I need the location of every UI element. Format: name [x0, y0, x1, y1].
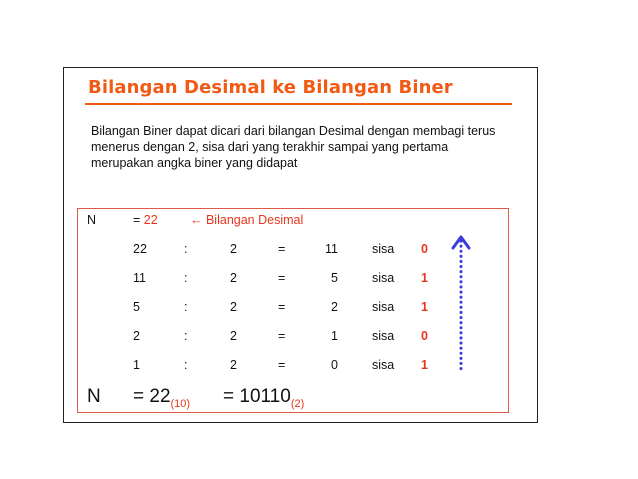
equals: = — [278, 242, 286, 256]
title-underline — [85, 103, 512, 105]
colon: : — [184, 271, 188, 285]
remainder: 1 — [421, 358, 428, 372]
colon: : — [184, 329, 188, 343]
sisa-label: sisa — [372, 271, 395, 285]
slide-title: Bilangan Desimal ke Bilangan Biner — [88, 77, 453, 98]
divisor: 2 — [230, 271, 237, 285]
divisor: 2 — [230, 329, 237, 343]
remainder: 1 — [421, 271, 428, 285]
division-row — [78, 271, 508, 289]
read-upward-arrow-icon — [446, 233, 476, 373]
final-binary — [223, 386, 304, 410]
dividend: 2 — [133, 329, 140, 343]
final-decimal — [133, 386, 190, 410]
n-value: 22 — [143, 213, 158, 227]
slide — [63, 67, 538, 423]
division-row — [78, 358, 508, 376]
n-equals — [133, 213, 158, 227]
equals: = — [278, 271, 286, 285]
divisor: 2 — [230, 358, 237, 372]
divisor: 2 — [230, 300, 237, 314]
colon: : — [184, 300, 188, 314]
conversion-box — [77, 208, 509, 413]
dividend: 11 — [133, 271, 146, 285]
remainder: 0 — [421, 329, 428, 343]
sisa-label: sisa — [372, 242, 395, 256]
quotient: 11 — [325, 242, 338, 256]
final-decimal-value: = 22 — [133, 386, 171, 407]
description-text: Bilangan Biner dapat dicari dari bilangan Desimal dengan membagi terus menerus dengan 2, sisa dari yang terakhir sampai yang pertama merupakan angka biner yang didapat — [91, 124, 496, 170]
equals: = — [278, 300, 286, 314]
sisa-label: sisa — [372, 300, 395, 314]
final-binary-value: = 10110 — [223, 386, 291, 407]
division-row — [78, 242, 508, 260]
sisa-label: sisa — [372, 358, 395, 372]
colon: : — [184, 242, 188, 256]
dividend: 22 — [133, 242, 147, 256]
division-row — [78, 329, 508, 347]
dividend: 1 — [133, 358, 140, 372]
quotient: 0 — [331, 358, 338, 372]
n-equals-sign: = — [133, 213, 144, 227]
colon: : — [184, 358, 188, 372]
final-n-label: N — [87, 386, 101, 407]
equals: = — [278, 329, 286, 343]
sisa-label: sisa — [372, 329, 395, 343]
equals: = — [278, 358, 286, 372]
decimal-base: (10) — [170, 398, 191, 410]
remainder: 1 — [421, 300, 428, 314]
divisor: 2 — [230, 242, 237, 256]
n-label: N — [87, 213, 97, 227]
remainder: 0 — [421, 242, 428, 256]
dividend: 5 — [133, 300, 140, 314]
decimal-note: ← Bilangan Desimal — [190, 213, 304, 227]
division-row — [78, 300, 508, 318]
quotient: 2 — [331, 300, 338, 314]
quotient: 5 — [331, 271, 338, 285]
quotient: 1 — [331, 329, 338, 343]
binary-base: (2) — [290, 398, 305, 410]
